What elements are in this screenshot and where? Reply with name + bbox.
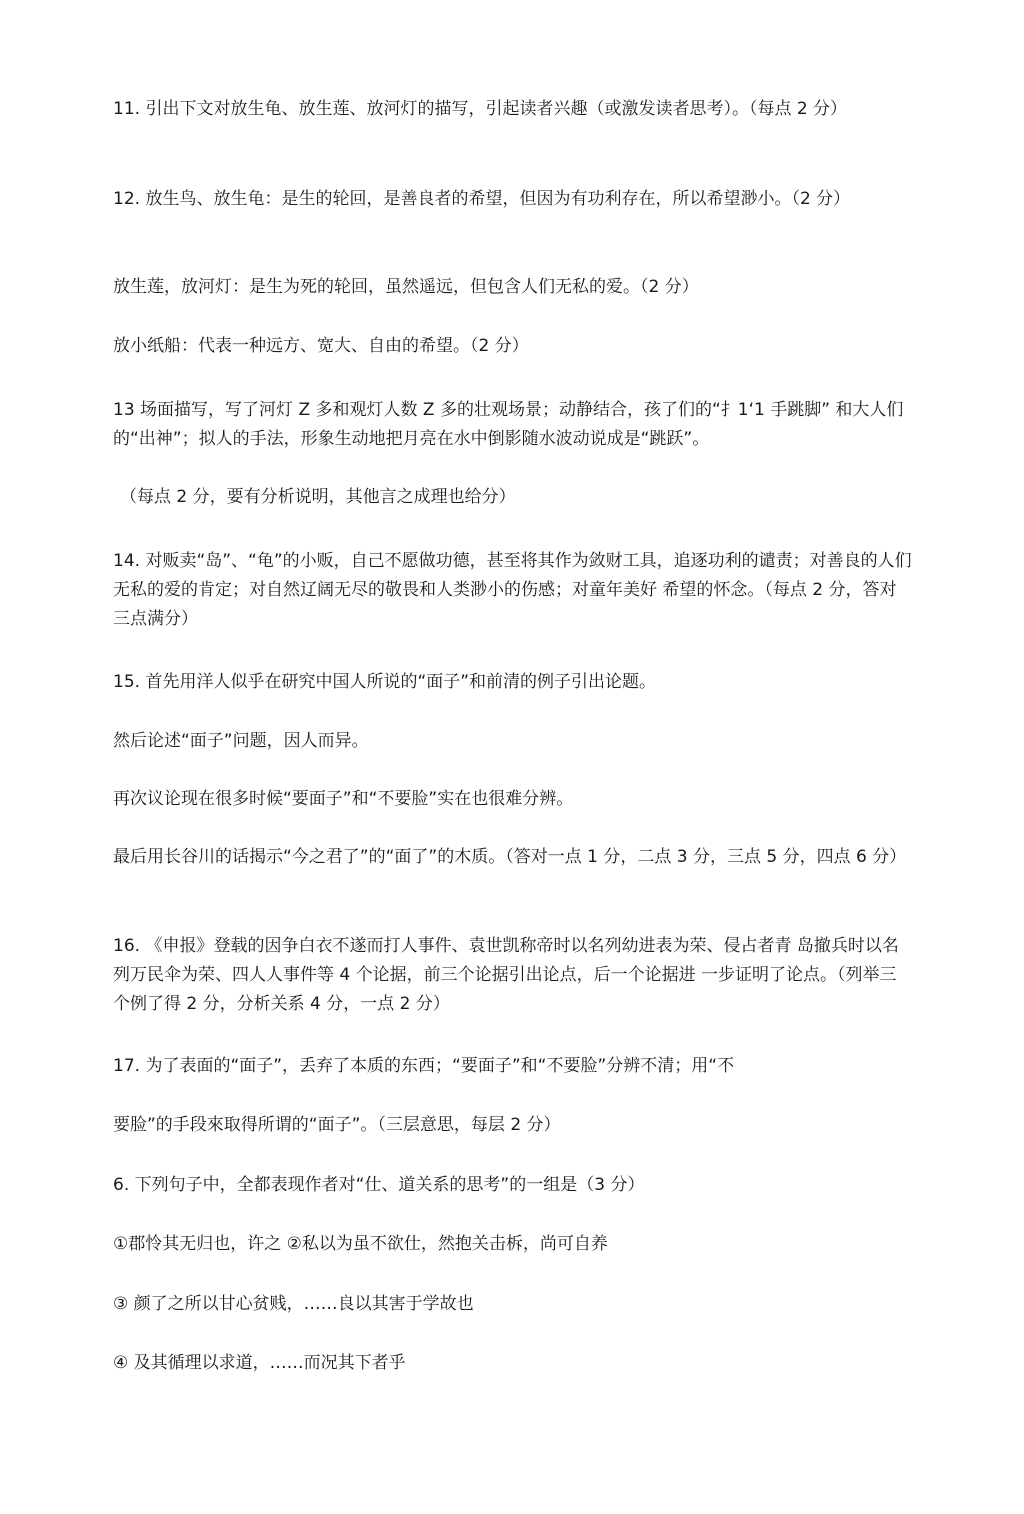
answer-15-finally: 最后用长谷川的话揭示“今之君了”的“面了”的木质。（答对一点 1 分，二点 3 分，三点 5 分，四点 6 分）: [113, 847, 907, 867]
answer-13: 13 场面描写，写了河灯 Z 多和观灯人数 Z 多的壮观场景；动静结合，孩了们的“扌1‘1 手跳脚” 和大人们的“出神”；拟人的手法，形象生动地把月亮在水中倒影随水波动说成是“跳跃”。: [113, 400, 904, 449]
answer-16: 16. 《申报》登载的因争白衣不遂而打人事件、袁世凯称帝时以名列幼进表为荣、侵占者青 岛撤兵时以名列万民伞为荣、四人人事件等 4 个论据，前三个论据引出论点，后一个论据进 一步证明了论点。（列举三个例了得 2 分，分析关系 4 分，一点 2 分）: [113, 936, 899, 1014]
question-6-option-1-2: ①郡怜其无归也，许之 ②私以为虽不欲仕，然抱关击柝，尚可自养: [113, 1234, 608, 1254]
answer-17: 17. 为了表面的“面子”，丢弃了本质的东西；“要面子”和“不要脸”分辨不清；用“不: [113, 1056, 735, 1076]
answer-17-continued: 要脸”的手段來取得所谓的“面子”。（三层意思，每层 2 分）: [113, 1115, 561, 1135]
answer-15: 15. 首先用洋人似乎在研究中国人所说的“面子”和前清的例子引出论题。: [113, 672, 657, 692]
question-6-option-4: ④ 及其循理以求道，……而况其下者乎: [113, 1353, 406, 1373]
question-6-option-3: ③ 颜了之所以甘心贫贱，……良以其害于学故也: [113, 1294, 474, 1314]
answer-15-again: 再次议论现在很多时候“要面子”和“不要脸”实在也很难分辨。: [113, 789, 574, 809]
answer-11: 11. 引出下文对放生龟、放生莲、放河灯的描写，引起读者兴趣（或激发读者思考）。（每点 2 分）: [113, 99, 848, 119]
answer-12-lotus-lantern: 放生莲，放河灯：是生为死的轮回，虽然遥远，但包含人们无私的爱。（2 分）: [113, 277, 699, 297]
answer-12: 12. 放生鸟、放生龟：是生的轮回，是善良者的希望，但因为有功利存在，所以希望渺小。（2 分）: [113, 189, 851, 209]
question-6: 6. 下列句子中，全都表现作者对“仕、道关系的思考”的一组是（3 分）: [113, 1175, 645, 1195]
answer-13-scoring: （每点 2 分，要有分析说明，其他言之成理也给分）: [120, 487, 516, 507]
answer-15-then: 然后论述“面子”问题，因人而异。: [113, 731, 369, 751]
answer-14: 14. 对贩卖“岛”、“龟”的小贩，自己不愿做功德，甚至将其作为敛财工具，追逐功利的谴责；对善良的人们无私的爱的肯定；对自然辽阔无尽的敬畏和人类渺小的伤感；对童年美好 希望的怀念。（每点 2 分，答对三点满分）: [113, 551, 912, 629]
answer-12-paper-boat: 放小纸船：代表一种远方、宽大、自由的希望。（2 分）: [113, 336, 529, 356]
